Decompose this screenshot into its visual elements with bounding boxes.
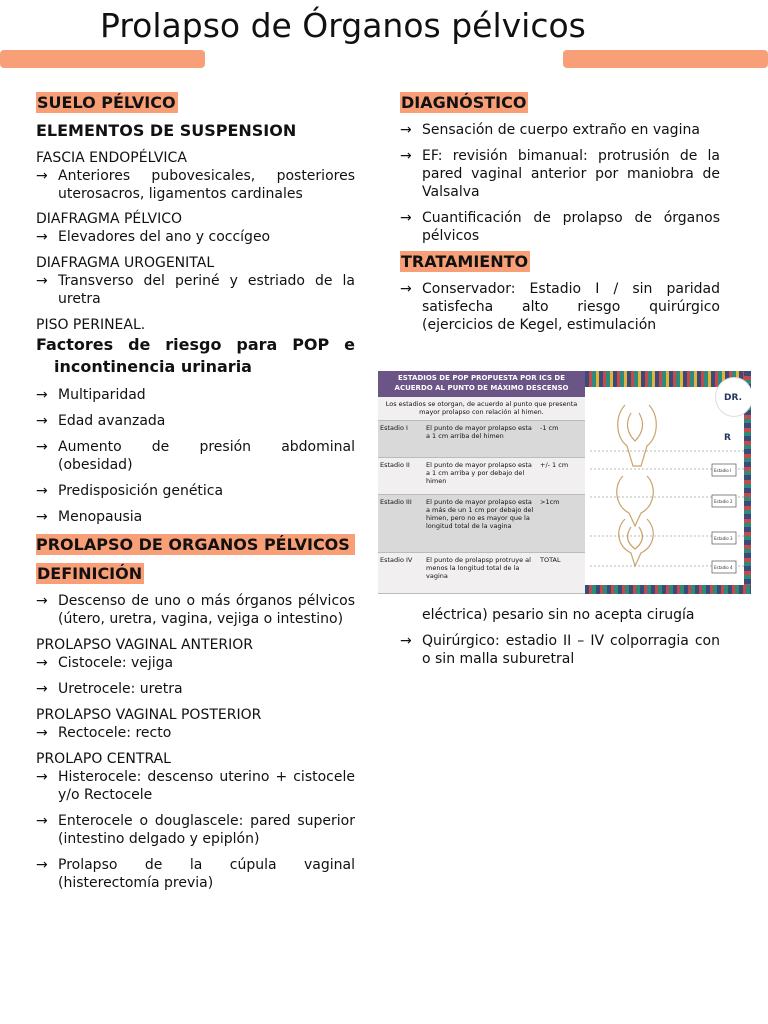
list-item: → Sensación de cuerpo extraño en vagina [400, 122, 700, 138]
page-title: Prolapso de Órganos pélvicos [100, 6, 586, 45]
list-item: → Rectocele: recto [36, 725, 172, 741]
brand-logo: DR. R [715, 377, 751, 417]
list-item: → Anteriores pubovesicales, posteriores uterosacros, ligamentos cardinales [36, 168, 355, 202]
table-row: Estadio I El punto de mayor prolapso esta a 1 cm arriba del himen -1 cm [378, 421, 585, 458]
section-definicion: DEFINICIÓN [37, 564, 143, 583]
list-item: → Aumento de presión abdominal (obesidad) [36, 439, 355, 473]
list-item: → EF: revisión bimanual: protrusión de la pared vaginal anterior por maniobra de Valsalva [400, 148, 720, 200]
diagram-label: Estadio I [714, 468, 732, 473]
list-item: → Prolapso de la cúpula vaginal (histerectomía previa) [36, 857, 355, 891]
subheading-fascia: FASCIA ENDOPÉLVICA [36, 150, 187, 166]
subheading-anterior: PROLAPSO VAGINAL ANTERIOR [36, 637, 254, 653]
factores-list [36, 386, 355, 526]
figure-subheader: Los estadios se otorgan, de acuerdo al punto que presenta mayor prolapso con relación al himen. [378, 397, 585, 421]
section-tratamiento: TRATAMIENTO [401, 252, 529, 271]
list-item: → Descenso de uno o más órganos pélvicos (útero, uretra, vagina, vejiga o intestino) [36, 593, 355, 627]
pop-stages-table [378, 371, 585, 594]
list-item: → Elevadores del ano y coccígeo [36, 229, 271, 245]
diagram-label: Estadio 3 [714, 536, 733, 541]
list-item: → Histerocele: descenso uterino + cistocele y/o Rectocele [36, 769, 355, 803]
heading-elementos: ELEMENTOS DE SUSPENSION [36, 121, 297, 140]
list-item: → Cuantificación de prolapso de órganos pélvicos [400, 210, 720, 244]
figure-header: ESTADIOS DE POP PROPUESTA POR ICS DE ACUERDO AL PUNTO DE MÁXIMO DESCENSO [378, 371, 585, 397]
table-row: Estadio III El punto de mayor prolapso esta a más de un 1 cm por debajo del himen, pero no es mayor que la longitud total de la vagina >1cm [378, 495, 585, 553]
diagram-label: Estadio 4 [714, 565, 733, 570]
section-diagnostico: DIAGNÓSTICO [401, 93, 527, 112]
accent-bar-right [563, 50, 768, 68]
list-item: → Multiparidad [36, 387, 146, 403]
list-item: → Conservador: Estadio I / sin paridad satisfecha alto riesgo quirúrgico (ejercicios de Kegel, estimulación [400, 281, 720, 333]
subheading-diafragma-pelvico: DIAFRAGMA PÉLVICO [36, 211, 183, 227]
list-item: → Menopausia [36, 509, 143, 525]
left-column [36, 92, 355, 892]
right-column-continued [400, 606, 720, 668]
list-item: → Uretrocele: uretra [36, 681, 183, 697]
subheading-posterior: PROLAPSO VAGINAL POSTERIOR [36, 707, 262, 723]
heading-factores: Factores de riesgo para POP e incontinencia urinaria [36, 335, 355, 376]
list-item: → Cistocele: vejiga [36, 655, 174, 671]
list-item: → Edad avanzada [36, 413, 166, 429]
table-row: Estadio IV El punto de prolapsp protruye al menos la longitud total de la vagina TOTAL [378, 553, 585, 594]
section-prolapso: PROLAPSO DE ORGANOS PÉLVICOS [36, 534, 355, 555]
list-item: → Predisposición genética [36, 483, 224, 499]
subheading-piso-perineal: PISO PERINEAL. [36, 317, 146, 333]
section-suelo-pelvico: SUELO PÉLVICO [37, 93, 176, 112]
diagram-label: Estadio 2 [714, 499, 733, 504]
subheading-central: PROLAPO CENTRAL [36, 751, 171, 767]
pop-stages-figure [378, 371, 751, 594]
table-row: Estadio II El punto de mayor prolapso esta a 1 cm arriba y por debajo del himen +/- 1 cm [378, 458, 585, 495]
subheading-diafragma-urogenital: DIAFRAGMA UROGENITAL [36, 255, 215, 271]
accent-bar-left [0, 50, 205, 68]
decorative-stripe [585, 585, 751, 594]
list-item: → Transverso del periné y estriado de la uretra [36, 273, 355, 307]
right-column [400, 92, 720, 334]
list-item: → Enterocele o douglascele: pared superior (intestino delgado y epiplón) [36, 813, 355, 847]
list-item-continuation: eléctrica) pesario sin no acepta cirugía [422, 607, 695, 623]
list-item: → Quirúrgico: estadio II – IV colporragia con o sin malla suburetral [400, 633, 720, 667]
